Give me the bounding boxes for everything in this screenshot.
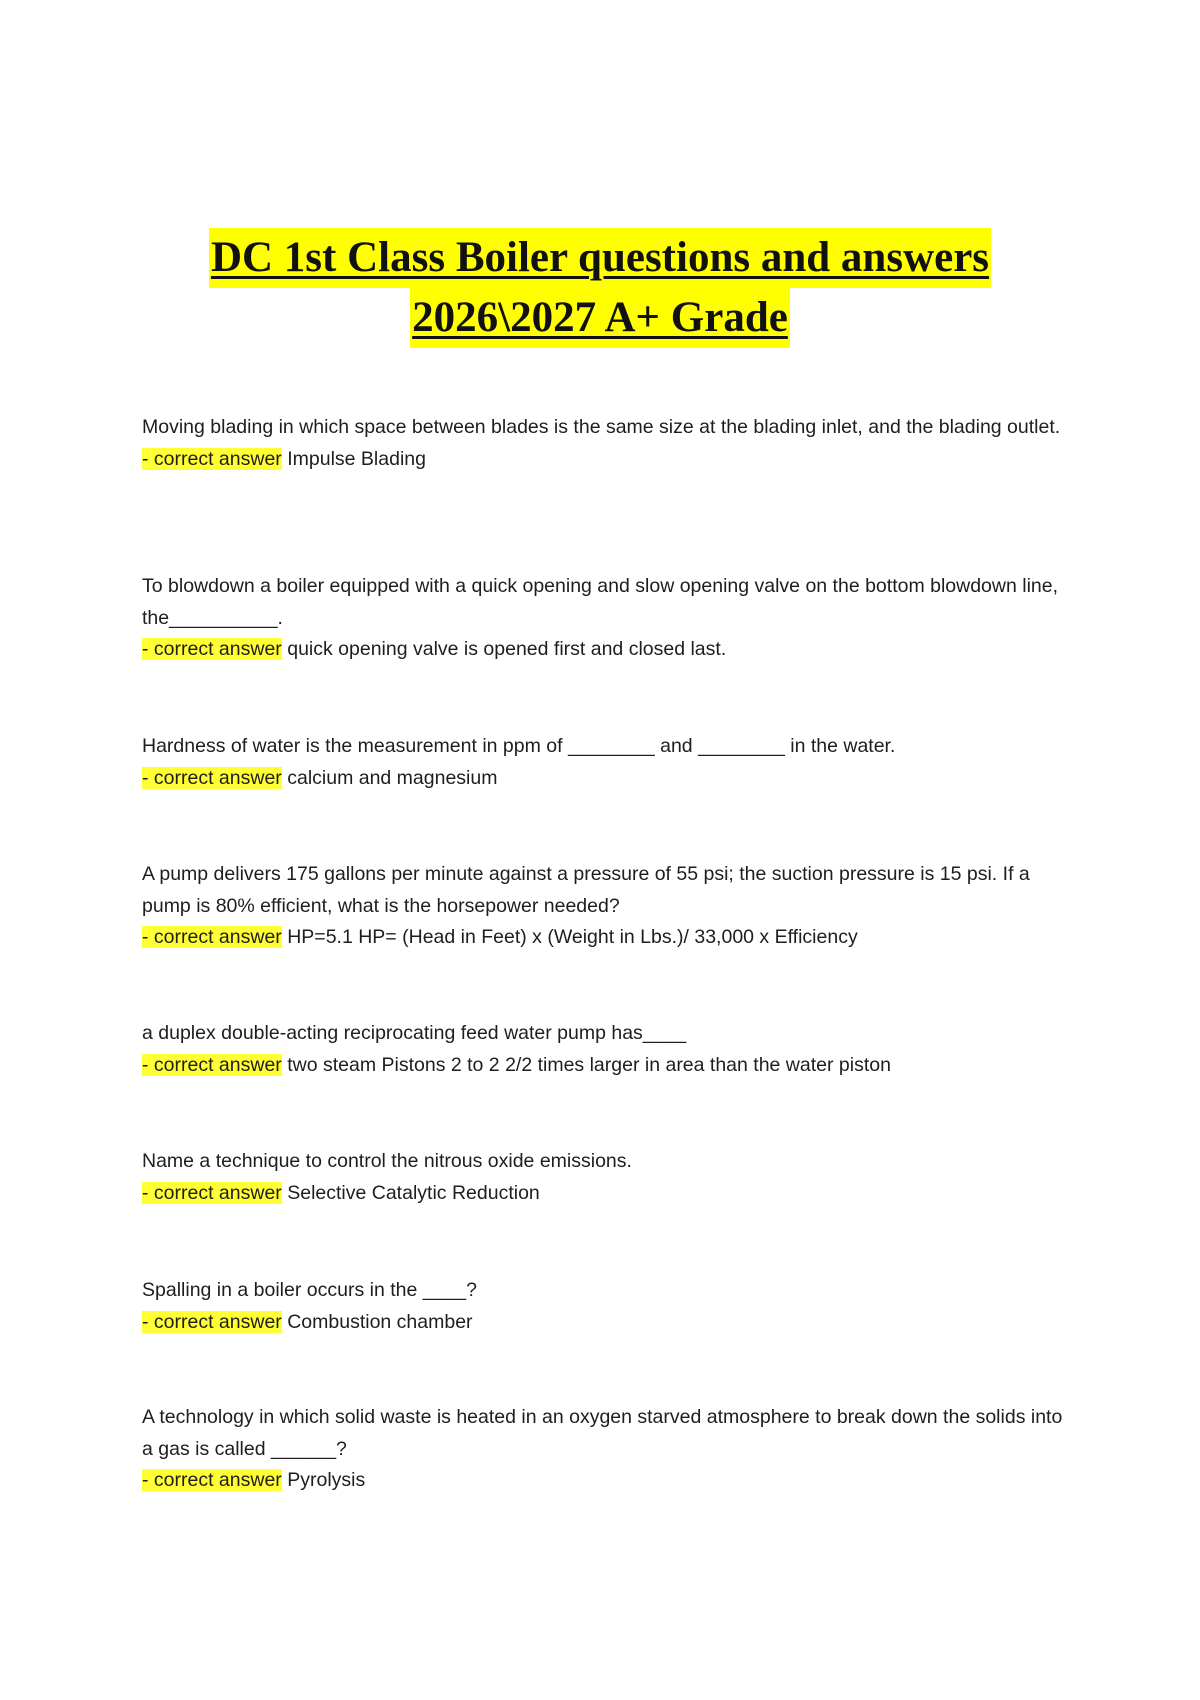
correct-answer-label: - correct answer: [142, 926, 282, 948]
qa-item-3: [142, 731, 1072, 794]
question-text: Moving blading in which space between blades is the same size at the blading inlet, and the blading outlet.: [142, 416, 1061, 438]
answer-line: [142, 1465, 1072, 1497]
question-text: To blowdown a boiler equipped with a quick opening and slow opening valve on the bottom blowdown line, the__________.: [142, 575, 1059, 629]
question-text: Name a technique to control the nitrous oxide emissions.: [142, 1150, 632, 1172]
document-title: [0, 228, 1200, 348]
question-text: A pump delivers 175 gallons per minute against a pressure of 55 psi; the suction pressure is 15 psi. If a pump is 80% efficient, what is the horsepower needed?: [142, 863, 1030, 917]
correct-answer-label: - correct answer: [142, 1469, 282, 1491]
title-line-2: 2026\2027 A+ Grade: [410, 288, 790, 348]
answer-text: calcium and magnesium: [287, 766, 498, 789]
correct-answer-label: - correct answer: [142, 447, 282, 470]
answer-text: Impulse Blading: [287, 447, 426, 470]
answer-text: Selective Catalytic Reduction: [287, 1181, 540, 1204]
question-text: Spalling in a boiler occurs in the ____?: [142, 1279, 477, 1301]
answer-text: quick opening valve is opened first and closed last.: [287, 638, 727, 660]
qa-item-5: [142, 1018, 1072, 1081]
answer-line: [142, 1307, 1072, 1339]
answer-line: [142, 444, 1072, 476]
correct-answer-label: - correct answer: [142, 638, 282, 660]
answer-line: [142, 922, 1072, 954]
question-text: a duplex double-acting reciprocating feed water pump has____: [142, 1022, 687, 1044]
qa-item-4: [142, 859, 1072, 954]
answer-text: Pyrolysis: [287, 1469, 366, 1491]
qa-item-8: [142, 1402, 1072, 1497]
answer-line: [142, 1050, 1072, 1082]
question-text: A technology in which solid waste is heated in an oxygen starved atmosphere to break down the solids into a gas is called ______?: [142, 1406, 1063, 1460]
answer-line: [142, 634, 1072, 666]
correct-answer-label: - correct answer: [142, 1053, 282, 1076]
qa-item-2: [142, 571, 1072, 666]
answer-line: [142, 1178, 1072, 1210]
title-line-1: DC 1st Class Boiler questions and answers: [209, 228, 991, 288]
answer-text: Combustion chamber: [287, 1310, 473, 1333]
correct-answer-label: - correct answer: [142, 766, 282, 789]
answer-text: HP=5.1 HP= (Head in Feet) x (Weight in Lbs.)/ 33,000 x Efficiency: [287, 926, 858, 948]
correct-answer-label: - correct answer: [142, 1310, 282, 1333]
answer-line: [142, 763, 1072, 795]
question-text: Hardness of water is the measurement in ppm of ________ and ________ in the water.: [142, 735, 896, 757]
correct-answer-label: - correct answer: [142, 1181, 282, 1204]
qa-item-7: [142, 1275, 1072, 1338]
answer-text: two steam Pistons 2 to 2 2/2 times larger in area than the water piston: [287, 1053, 891, 1076]
qa-item-1: [142, 412, 1072, 475]
qa-item-6: [142, 1146, 1072, 1209]
